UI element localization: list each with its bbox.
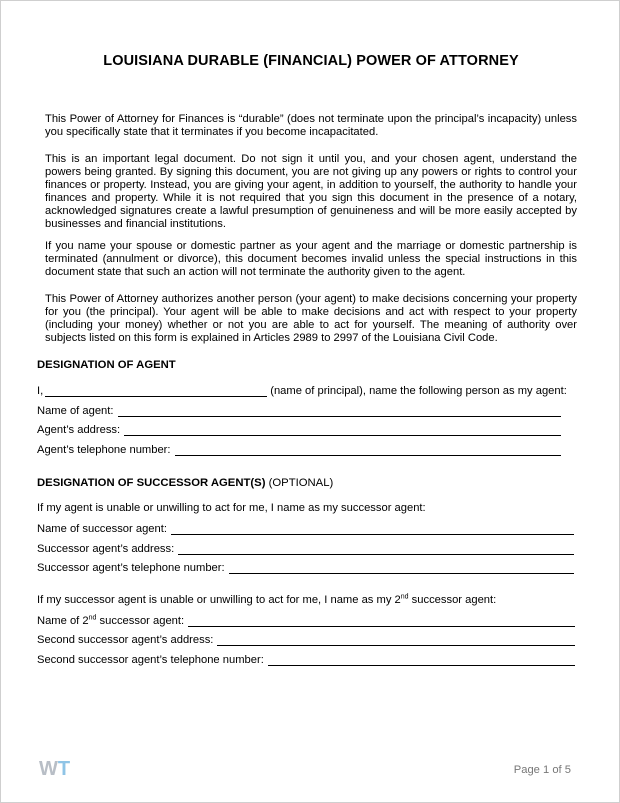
principal-prefix: I, bbox=[37, 385, 44, 397]
document-title: LOUISIANA DURABLE (FINANCIAL) POWER OF ATTORNEY bbox=[103, 53, 519, 69]
successor-name-label: Name of successor agent: bbox=[37, 523, 167, 535]
successor-intro-text: If my agent is unable or unwilling to act for me, I name as my successor agent: bbox=[37, 502, 426, 514]
agent-address-label: Agent’s address: bbox=[37, 424, 121, 436]
second-successor-name-before: Name of 2 bbox=[37, 615, 89, 627]
second-successor-name-after: successor agent: bbox=[96, 615, 185, 627]
successor-address-field[interactable] bbox=[178, 542, 574, 555]
important-notice-paragraph: This is an important legal document. Do not sign it until you, and your chosen agent, understand the powers being granted. By signing this document, you are not giving up any powers or rights to control your finances or property. Instead, you are giving your agent, in addition to yourself, the authority to handle your finances and property. While it is not required that you sign this document in the presence of a notary, acknowledged signatures create a lawful presumption of genuineness and will be more easily accepted by businesses and financial institutions. bbox=[45, 153, 577, 230]
second-successor-address-row bbox=[37, 632, 575, 646]
agent-address-field[interactable] bbox=[124, 423, 561, 436]
second-successor-intro-after: successor agent: bbox=[408, 594, 497, 606]
agent-name-field[interactable] bbox=[118, 404, 562, 417]
page-number: Page 1 of 5 bbox=[513, 764, 571, 776]
successor-phone-field[interactable] bbox=[229, 561, 574, 574]
successor-address-label: Successor agent’s address: bbox=[37, 543, 175, 555]
optional-label: (OPTIONAL) bbox=[268, 477, 334, 489]
second-successor-phone-field[interactable] bbox=[268, 653, 575, 666]
successor-agent-heading bbox=[37, 477, 333, 489]
durable-intro-paragraph: This Power of Attorney for Finances is “durable” (does not terminate upon the principal’s incapacity) unless you specifically state that it terminates if you become incapacitated. bbox=[45, 113, 577, 138]
wt-logo bbox=[39, 758, 70, 781]
successor-phone-label: Successor agent’s telephone number: bbox=[37, 562, 225, 574]
successor-heading-text: DESIGNATION OF SUCCESSOR AGENT(S) bbox=[37, 477, 266, 489]
second-successor-name-field[interactable] bbox=[188, 614, 575, 627]
agent-address-row bbox=[37, 422, 561, 436]
successor-name-field[interactable] bbox=[171, 522, 574, 535]
successor-address-row bbox=[37, 541, 574, 555]
agent-name-row bbox=[37, 403, 561, 417]
second-successor-intro-sup: nd bbox=[400, 593, 409, 601]
agent-phone-label: Agent’s telephone number: bbox=[37, 444, 171, 456]
second-successor-name-sup: nd bbox=[88, 614, 97, 622]
authorization-paragraph: This Power of Attorney authorizes another person (your agent) to make decisions concerning your property for you (the principal). Your agent will be able to make decisions and act with respect to your property (including your money) whether or not you are able to act for yourself. The meaning of authority over subjects listed on this form is explained in Articles 2989 to 2997 of the Louisiana Civil Code. bbox=[45, 293, 577, 344]
principal-suffix: (name of principal), name the following person as my agent: bbox=[270, 385, 567, 397]
successor-phone-row bbox=[37, 560, 574, 574]
second-successor-phone-label: Second successor agent’s telephone number: bbox=[37, 654, 264, 666]
logo-letter-t: T bbox=[57, 758, 71, 780]
second-successor-address-label: Second successor agent’s address: bbox=[37, 634, 214, 646]
principal-name-row bbox=[37, 383, 567, 397]
agent-name-label: Name of agent: bbox=[37, 405, 114, 417]
successor-name-row bbox=[37, 521, 574, 535]
second-successor-intro-before: If my successor agent is unable or unwilling to act for me, I name as my 2 bbox=[37, 594, 401, 606]
second-successor-name-row bbox=[37, 613, 575, 627]
logo-letter-w: W bbox=[39, 758, 58, 780]
second-successor-phone-row bbox=[37, 652, 575, 666]
spouse-agent-paragraph: If you name your spouse or domestic partner as your agent and the marriage or domestic partnership is terminated (annulment or divorce), this document becomes invalid unless the special instructions in this document state that such an action will not terminate the authority given to the agent. bbox=[45, 240, 577, 278]
agent-phone-field[interactable] bbox=[175, 443, 561, 456]
second-successor-address-field[interactable] bbox=[217, 633, 575, 646]
second-successor-name-label bbox=[37, 615, 184, 627]
principal-name-field[interactable] bbox=[45, 384, 267, 397]
designation-of-agent-heading: DESIGNATION OF AGENT bbox=[37, 359, 176, 371]
agent-phone-row bbox=[37, 442, 561, 456]
second-successor-intro-text bbox=[37, 594, 496, 606]
